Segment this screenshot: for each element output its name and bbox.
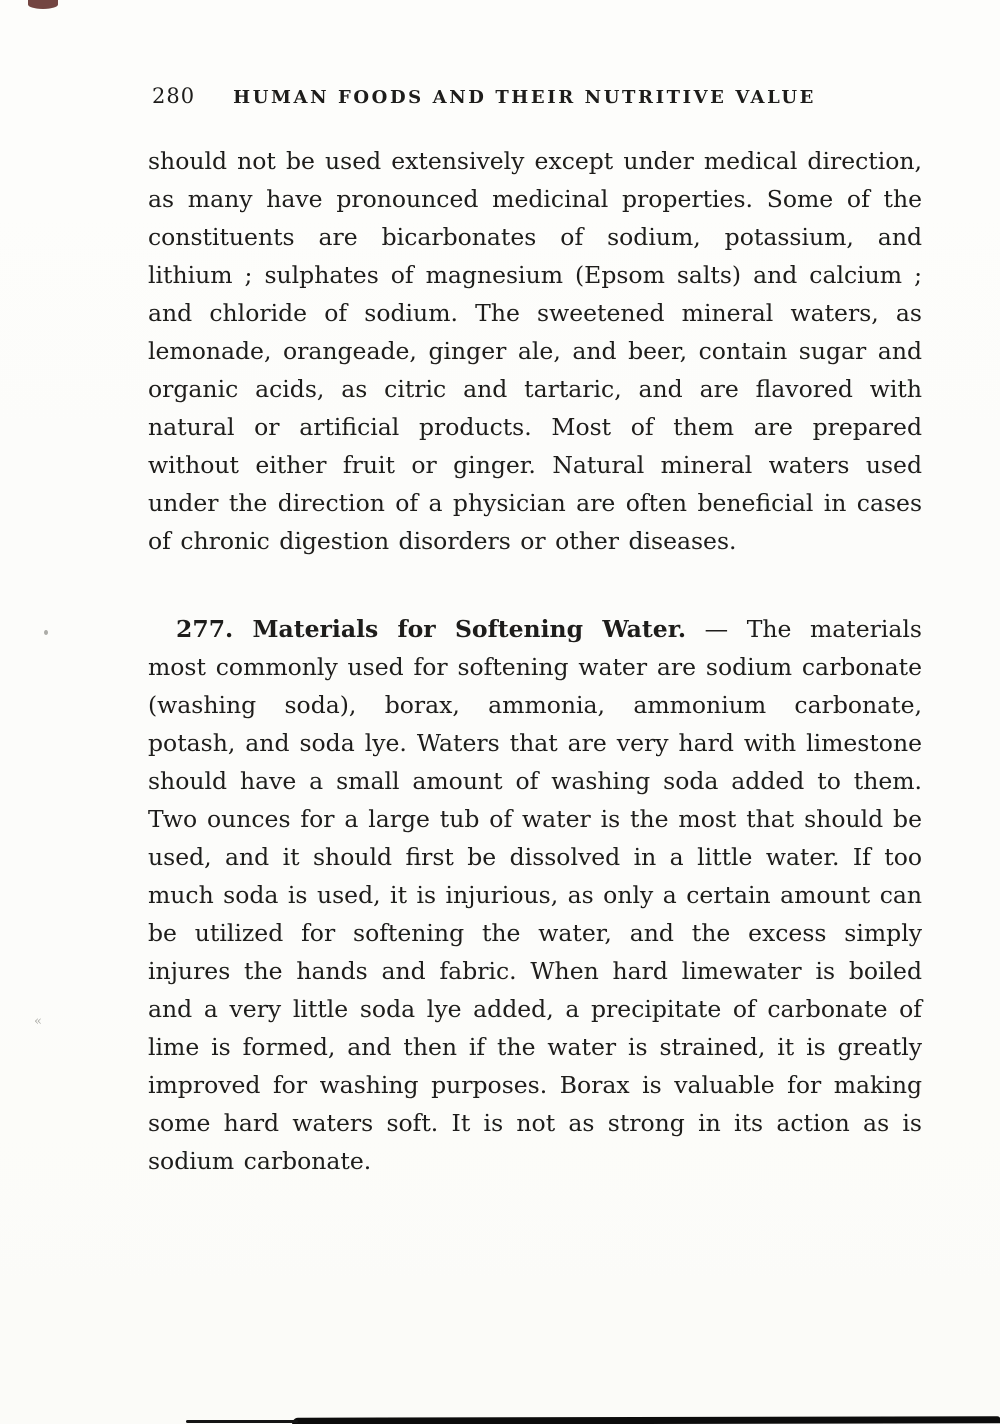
section-heading-277: 277. Materials for Softening Water.: [176, 615, 687, 643]
margin-speck-artifact: [44, 630, 48, 635]
section-body-277: — The materials most commonly used for softening water are sodium carbonate (washing soda), borax, ammonia, ammonium carbonate, potash, and soda lye. Waters that are very hard with limestone should have a small amount of washing soda added to them. Two ounces for a large tub of water is the most that should be used, and it should first be dissolved in a little water. If too much soda is used, it is injurious, as only a certain amount can be utilized for softening the water, and the excess simply injures the hands and fabric. When hard limewater is boiled and a very little soda lye added, a precipitate of carbonate of lime is formed, and then if the water is strained, it is greatly improved for washing purposes. Borax is valuable for making some hard waters soft. It is not as strong in its action as is sodium carbonate.: [148, 615, 923, 1175]
paragraph-mineral-waters: should not be used extensively except under medical direction, as many have pronounced medicinal properties. Some of the constituents are bicarbonates of sodium, potassium, and lithium ; sulphates of magnesium (Epsom salts) and calcium ; and chloride of sodium. The sweetened mineral waters, as lemonade, orangeade, ginger ale, and beer, contain sugar and organic acids, as citric and tartaric, and are flavored with natural or artificial products. Most of them are prepared without either fruit or ginger. Natural mineral waters used under the direction of a physician are often beneficial in cases of chronic digestion disorders or other diseases.: [148, 147, 922, 555]
margin-mark-artifact: «: [34, 1014, 42, 1029]
text-column: [148, 142, 922, 1180]
paragraph-softening-water: [148, 610, 922, 1180]
scan-bottom-edge-artifact: [292, 1416, 1000, 1424]
scan-corner-artifact: [28, 0, 58, 9]
page-number: 280: [152, 84, 196, 108]
scan-bottom-edge-left-artifact: [186, 1420, 298, 1423]
page-header: [152, 84, 922, 108]
running-title: HUMAN FOODS AND THEIR NUTRITIVE VALUE: [233, 87, 816, 108]
